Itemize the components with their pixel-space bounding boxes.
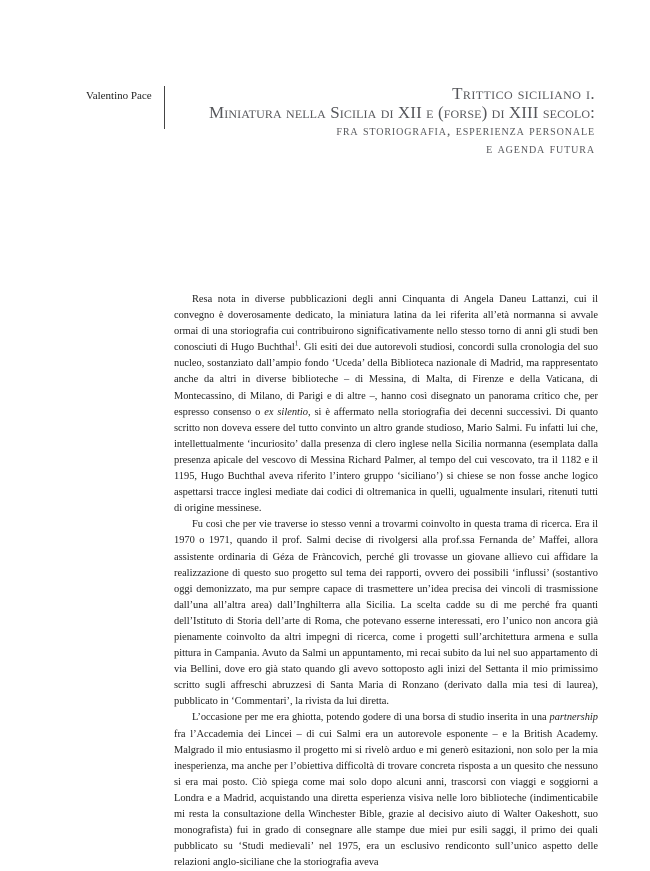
paragraph-2 [174, 517, 598, 710]
article-body [174, 292, 598, 871]
paragraph-3 [174, 710, 598, 871]
title-line-3: fra storiografia, esperienza personale [336, 124, 595, 139]
title-line-1: Trittico siciliano i. [452, 84, 595, 103]
text-run: , si è affermato nella storiografia dei decenni successivi. Di quanto scritto non doveva essere del tutto convinto un altro grande studioso, Mario Salmi. Fu infatti lui che, intellettualmente ‘incuriosito’ dalla presenza di clero inglese nella Sicilia normanna (esemplata dalla presenza apicale del vescovo di Messina Richard Palmer, al tempo del cui vescovato, tra il 1182 e il 1195, Hugo Buchthal aveva riferito l’intero gruppo ‘siciliano’) si chiese se non fosse anche logico aspettarsi tracce inglesi mediate dai codici di oltremanica in quelli, ugualmente insulari, ritenuti tutti di origine messinese. [174, 406, 598, 515]
title-line-4: e agenda futura [486, 142, 595, 157]
text-run: fra l’Accademia dei Lincei – di cui Salmi era un autorevole esponente – e la British Academy. Malgrado il mio entusiasmo il progetto mi si rivelò arduo e mi generò esitazioni, non solo per la mia inesperienza, ma anche per l’obiettiva difficoltà di trovare concreta risposta a un quesito che nessuno si era mai posto. Ciò spiega come mai solo dopo alcuni anni, trascorsi con viaggi e soggiorni a Londra e a Madrid, acquistando una diretta esperienza visiva nelle loro biblioteche (indimenticabile mi resta la consultazione della Winchester Bible, grazie al decisivo aiuto di Walter Oakeshott, suo monografista) fui in grado di consegnare alle stampe due miei pur esili saggi, il primo dei quali pubblicato su ‘Studi medievali’ nel 1975, era un esclusivo rendiconto sull’unico aspetto delle relazioni anglo-siciliane che la storiografia aveva [174, 728, 598, 869]
title-line-2: Miniatura nella Sicilia di XII e (forse) di XIII secolo: [209, 103, 595, 122]
text-run: . Gli esiti dei due autorevoli studiosi, concordi sulla cronologia del suo nucleo, sostanziato dall’ampio fondo ‘Uceda’ della Biblioteca nazionale di Madrid, ma rappresentato anche da altri in diverse biblioteche – di Messina, di Malta, di Firenze e della Vaticana, di Montecassino, di Milano, di Parigi e di altre –, hanno così disegnato un panorama critico che, per espresso consenso o [174, 342, 598, 418]
running-head-author: Valentino Pace [86, 90, 152, 102]
paragraph-1 [174, 292, 598, 517]
text-run: Resa nota in diverse pubblicazioni degli anni Cinquanta di Angela Daneu Lattanzi, cui il convegno è doverosamente dedicato, la miniatura latina da lei riferita all’età normanna si avvale ormai di una storiografia cui contribuirono significativamente nello stesso torno di anni gli studi ben conosciuti di Hugo Buchthal [174, 294, 598, 354]
text-run: Fu così che per vie traverse io stesso venni a trovarmi coinvolto in questa trama di ricerca. Era il 1970 o 1971, quando il prof. Salmi decise di rivolgersi alla prof.ssa Fernanda de’ Maffei, allora assistente ordinaria di Géza de Fràncovich, perché gli trovasse un giovane allievo cui affidare la realizzazione di questo suo progetto sul tema dei rapporti, ovvero dei possibili ‘influssi’ (sostantivo oggi demonizzato, ma pur sempre capace di trasmettere un’idea precisa dei vincoli di trasmissione dall’una all’altra area) dall’Inghilterra alla Sicilia. La scelta cadde su di me perché fra quanti dell’Istituto di Storia dell’arte di Roma, che potevano esserne interessati, ero l’unico non ancora già pienamente coinvolto da altri impegni di ricerca, come i progetti sull’architettura armena e sulla pittura in Campania. Avuto da Salmi un appuntamento, mi recai subito da lui nel suo appartamento di via Bellini, dove ero già stato quando gli avevo sottoposto agli inizi del Settanta il mio primissimo scritto sugli affreschi abruzzesi di Santa Maria di Ronzano (derivato dalla mia tesi di laurea), pubblicato in ‘Commentari’, la rivista da lui diretta. [174, 519, 598, 708]
italic-phrase: ex silentio [264, 406, 308, 418]
italic-phrase: partnership [549, 712, 598, 724]
article-title [155, 84, 595, 159]
footnote-ref[interactable]: 1 [294, 339, 299, 348]
text-run: L’occasione per me era ghiotta, potendo godere di una borsa di studio inserita in una [192, 712, 550, 724]
